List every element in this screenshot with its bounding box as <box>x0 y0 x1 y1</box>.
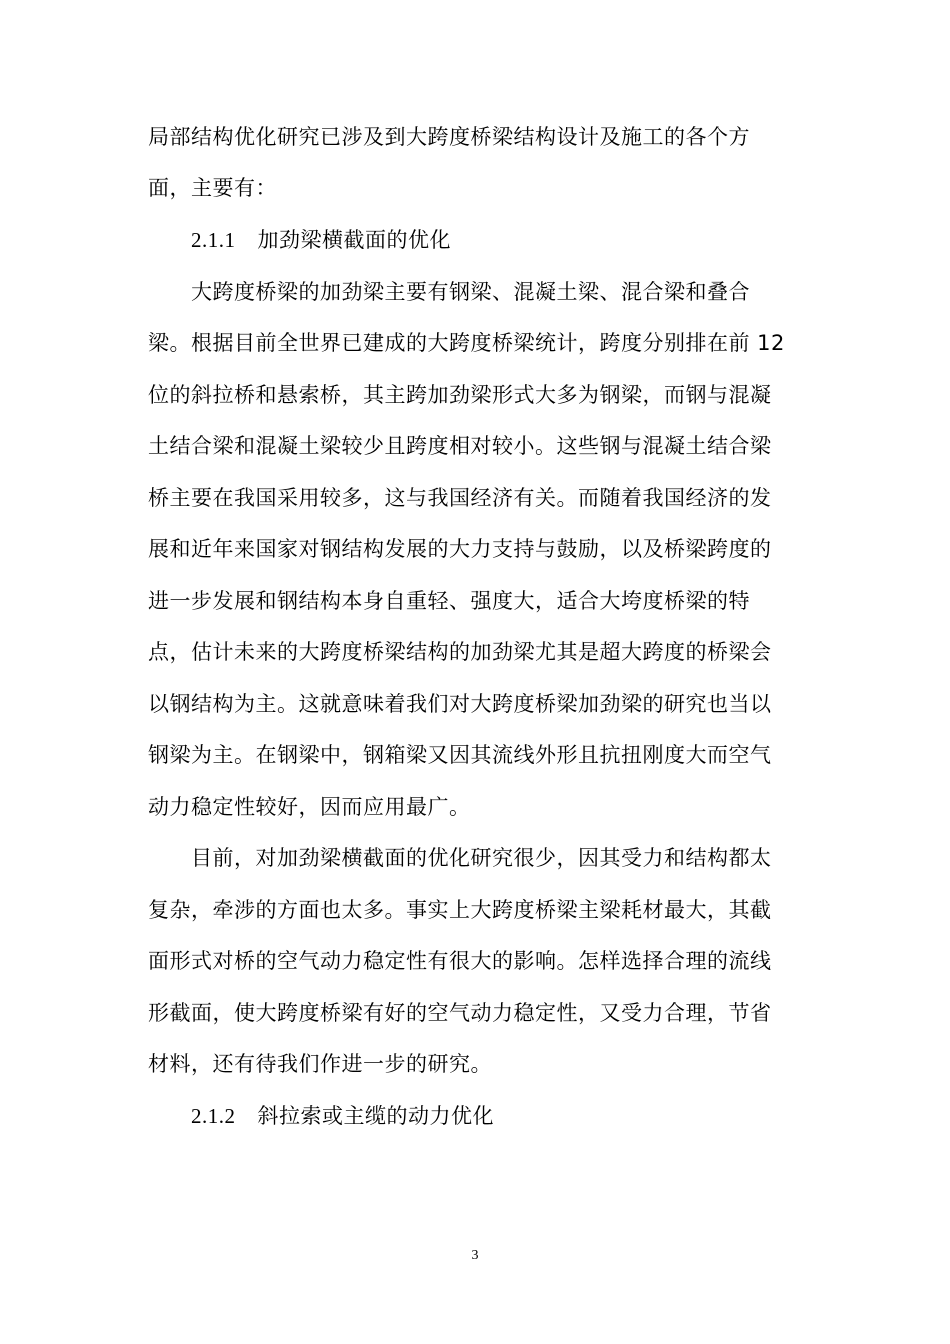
section-number: 2.1.1 <box>191 228 236 252</box>
paragraph-1-line-7: 进一步发展和钢结构本身自重轻、强度大，适合大垮度桥梁的特 <box>148 589 750 613</box>
section-title: 斜拉索或主缆的动力优化 <box>257 1104 494 1128</box>
section-heading-2-1-2 <box>191 1101 494 1131</box>
paragraph-1-line-10: 钢梁为主。在钢梁中，钢箱梁又因其流线外形且抗扭刚度大而空气 <box>148 743 772 767</box>
paragraph-2-line-5: 材料，还有待我们作进一步的研究。 <box>148 1052 492 1076</box>
paragraph-1-line-11: 动力稳定性较好，因而应用最广。 <box>148 795 471 819</box>
paragraph-1-line-9: 以钢结构为主。这就意味着我们对大跨度桥梁加劲梁的研究也当以 <box>148 692 772 716</box>
paragraph-2-line-4: 形截面，使大跨度桥梁有好的空气动力稳定性，又受力合理，节省 <box>148 1001 772 1025</box>
section-heading-2-1-1 <box>191 225 451 255</box>
page-number: 3 <box>471 1248 479 1263</box>
section-title: 加劲梁横截面的优化 <box>257 228 451 252</box>
paragraph-1-line-5: 桥主要在我国采用较多，这与我国经济有关。而随着我国经济的发 <box>148 486 772 510</box>
paragraph-2-line-1: 目前，对加劲梁横截面的优化研究很少，因其受力和结构都太 <box>191 846 772 870</box>
section-number: 2.1.2 <box>191 1104 236 1128</box>
intro-line-2: 面，主要有： <box>148 176 277 200</box>
paragraph-1-line-4: 土结合梁和混凝土梁较少且跨度相对较小。这些钢与混凝土结合梁 <box>148 434 772 458</box>
paragraph-1-line-8: 点，估计未来的大跨度桥梁结构的加劲梁尤其是超大跨度的桥梁会 <box>148 640 772 664</box>
paragraph-2-line-3: 面形式对桥的空气动力稳定性有很大的影响。怎样选择合理的流线 <box>148 949 772 973</box>
paragraph-1-line-3: 位的斜拉桥和悬索桥，其主跨加劲梁形式大多为钢梁，而钢与混凝 <box>148 383 772 407</box>
paragraph-1-line-2: 梁。根据目前全世界已建成的大跨度桥梁统计，跨度分别排在前 12 <box>148 331 785 355</box>
paragraph-2-line-2: 复杂，牵涉的方面也太多。事实上大跨度桥梁主梁耗材最大，其截 <box>148 898 772 922</box>
paragraph-1-line-6: 展和近年来国家对钢结构发展的大力支持与鼓励，以及桥梁跨度的 <box>148 537 772 561</box>
paragraph-1-line-1: 大跨度桥梁的加劲梁主要有钢梁、混凝土梁、混合梁和叠合 <box>191 280 750 304</box>
intro-line-1: 局部结构优化研究已涉及到大跨度桥梁结构设计及施工的各个方 <box>148 125 750 149</box>
